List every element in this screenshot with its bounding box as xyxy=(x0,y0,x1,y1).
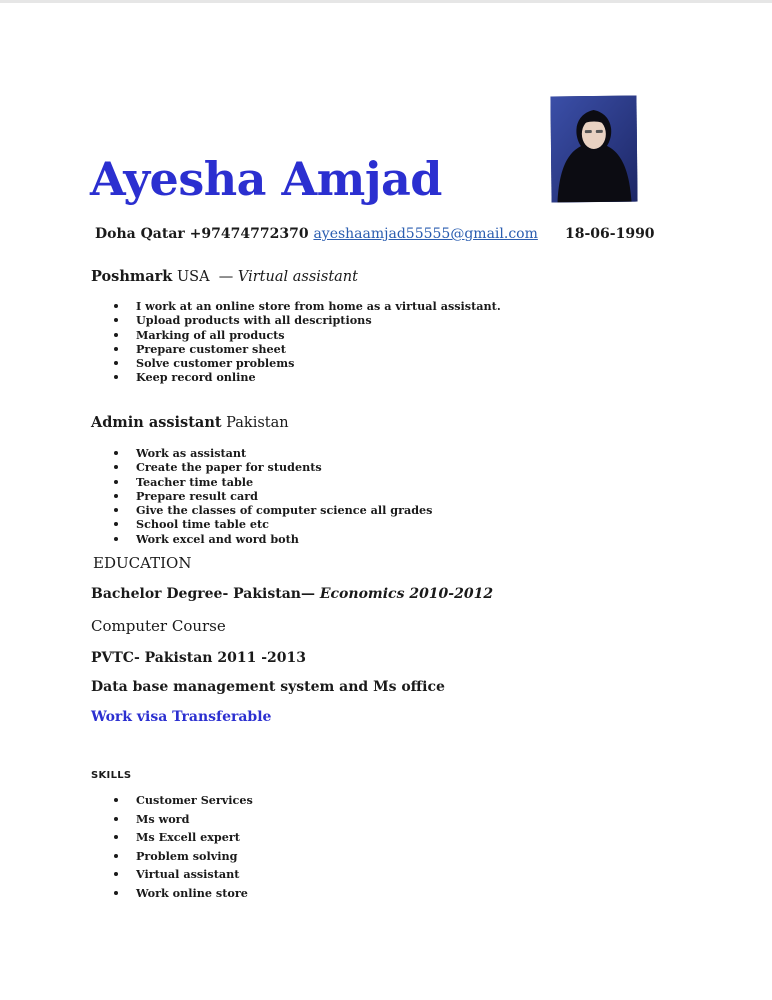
date-of-birth: 18-06-1990 xyxy=(565,226,655,242)
list-item: Prepare customer sheet xyxy=(112,342,501,356)
list-item: Give the classes of computer science all grades xyxy=(112,503,432,517)
skills-heading: SKILLS xyxy=(91,770,132,781)
job2-country: Pakistan xyxy=(226,415,289,431)
list-item: Ms Excell expert xyxy=(112,828,253,847)
list-item: I work at an online store from home as a virtual assistant. xyxy=(112,299,501,313)
visa-status: Work visa Transferable xyxy=(91,709,272,725)
list-item: Problem solving xyxy=(112,847,253,866)
person-photo-icon xyxy=(550,96,637,203)
job2-title: Admin assistant xyxy=(91,414,222,431)
list-item: Keep record online xyxy=(112,370,501,384)
skills-list xyxy=(112,791,253,902)
list-item: School time table etc xyxy=(112,517,432,531)
location-text: Doha Qatar xyxy=(95,226,185,242)
job2-heading xyxy=(91,414,289,431)
education-heading: EDUCATION xyxy=(93,554,192,572)
pvtc-line: PVTC- Pakistan 2011 -2013 xyxy=(91,650,306,666)
job1-country: USA xyxy=(176,269,210,285)
computer-course: Computer Course xyxy=(91,617,226,635)
education-degree xyxy=(91,586,493,602)
job1-duties-list xyxy=(112,299,501,385)
job1-role: Virtual assistant xyxy=(237,269,358,285)
list-item: Create the paper for students xyxy=(112,460,432,474)
contact-line xyxy=(95,226,538,242)
list-item: Upload products with all descriptions xyxy=(112,313,501,327)
job2-duties-list xyxy=(112,446,432,546)
list-item: Work excel and word both xyxy=(112,532,432,546)
list-item: Marking of all products xyxy=(112,328,501,342)
profile-photo xyxy=(550,96,637,203)
list-item: Prepare result card xyxy=(112,489,432,503)
page-top-border xyxy=(0,0,772,3)
job1-company: Poshmark xyxy=(91,268,173,285)
list-item: Teacher time table xyxy=(112,475,432,489)
candidate-name: Ayesha Amjad xyxy=(90,152,442,206)
dbms-line: Data base management system and Ms office xyxy=(91,679,445,695)
job1-heading: Poshmark USA — Virtual assistant xyxy=(91,268,358,285)
list-item: Solve customer problems xyxy=(112,356,501,370)
list-item: Customer Services xyxy=(112,791,253,810)
email-link[interactable]: ayeshaamjad55555@gmail.com xyxy=(313,226,538,242)
degree-text: Bachelor Degree- Pakistan— xyxy=(91,586,315,602)
list-item: Ms word xyxy=(112,810,253,829)
list-item: Work online store xyxy=(112,884,253,903)
degree-field: Economics 2010-2012 xyxy=(319,586,494,602)
list-item: Virtual assistant xyxy=(112,865,253,884)
list-item: Work as assistant xyxy=(112,446,432,460)
phone-text: +97474772370 xyxy=(189,226,309,242)
